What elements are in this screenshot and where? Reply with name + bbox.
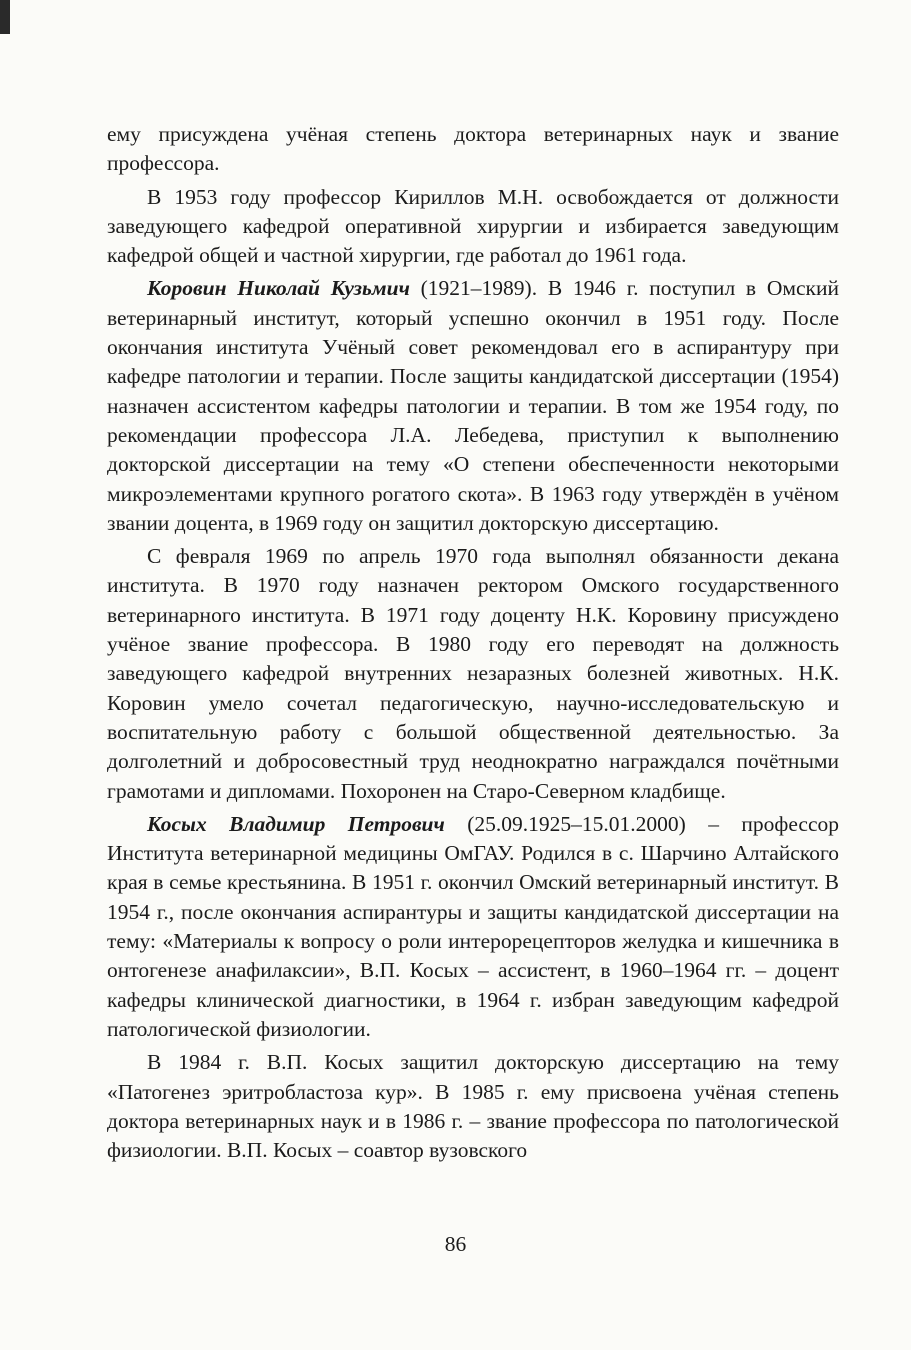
paragraph-6 [107, 1048, 839, 1165]
paragraph-korovin-text: (1921–1989). В 1946 г. поступил в Омский ветеринарный институт, который успешно окончил в 1951 году. После окончания института Учёный совет рекомендовал его в аспирантуру при кафедре патологии и терапии. После защиты кандидатской диссертации (1954) назначен ассистентом кафедры патологии и терапии. В том же 1954 году, по рекомендации профессора Л.А. Лебедева, приступил к выполнению докторской диссертации на тему «О степени обеспеченности некоторыми микроэлементами крупного рогатого скота». В 1963 году утверждён в учёном звании доцента, в 1969 году он защитил докторскую диссертацию. [107, 276, 839, 535]
page-number: 86 [444, 1232, 467, 1256]
paragraph-2-text: В 1953 году профессор Кириллов М.Н. освобождается от должности заведующего кафедрой оперативной хирургии и избирается заведующим кафедрой общей и частной хирургии, где работал до 1961 года. [107, 184, 839, 268]
page-body [107, 120, 839, 1169]
person-name-korovin: Коровин Николай Кузьмич [147, 276, 410, 301]
paragraph-4 [107, 542, 839, 806]
paragraph-1-text: ему присуждена учёная степень доктора ветеринарных наук и звание профессора. [107, 122, 839, 176]
paragraph-korovin [107, 274, 839, 538]
scan-corner-mark [0, 0, 10, 34]
paragraph-kosykh [107, 810, 839, 1044]
paragraph-6-text: В 1984 г. В.П. Косых защитил докторскую диссертацию на тему «Патогенез эритробластоза кур». В 1985 г. ему присвоена учёная степень доктора ветеринарных наук и в 1986 г. – звание профессора по патологической физиологии. В.П. Косых – соавтор вузовского [107, 1050, 839, 1163]
paragraph-2 [107, 183, 839, 271]
paragraph-1 [107, 120, 839, 179]
paragraph-4-text: С февраля 1969 по апрель 1970 года выполнял обязанности декана института. В 1970 году назначен ректором Омского государственного ветеринарного института. В 1971 году доценту Н.К. Коровину присуждено учёное звание профессора. В 1980 году его переводят на должность заведующего кафедрой внутренних незаразных болезней животных. Н.К. Коровин умело сочетал педагогическую, научно-исследовательскую и воспитательную работу с большой общественной деятельностью. За долголетний и добросовестный труд неоднократно награждался почётными грамотами и дипломами. Похоронен на Старо-Северном кладбище. [107, 544, 839, 803]
paragraph-kosykh-text: (25.09.1925–15.01.2000) – профессор Института ветеринарной медицины ОмГАУ. Родился в с. Шарчино Алтайского края в семье крестьянина. В 1951 г. окончил Омский ветеринарный институт. В 1954 г., после окончания аспирантуры и защиты кандидатской диссертации на тему: «Материалы к вопросу о роли интерорецепторов желудка и кишечника в онтогенезе анафилаксии», В.П. Косых – ассистент, в 1960–1964 гг. – доцент кафедры клинической диагностики, в 1964 г. избран заведующим кафедрой патологической физиологии. [107, 811, 839, 1041]
person-name-kosykh: Косых Владимир Петрович [147, 811, 445, 836]
